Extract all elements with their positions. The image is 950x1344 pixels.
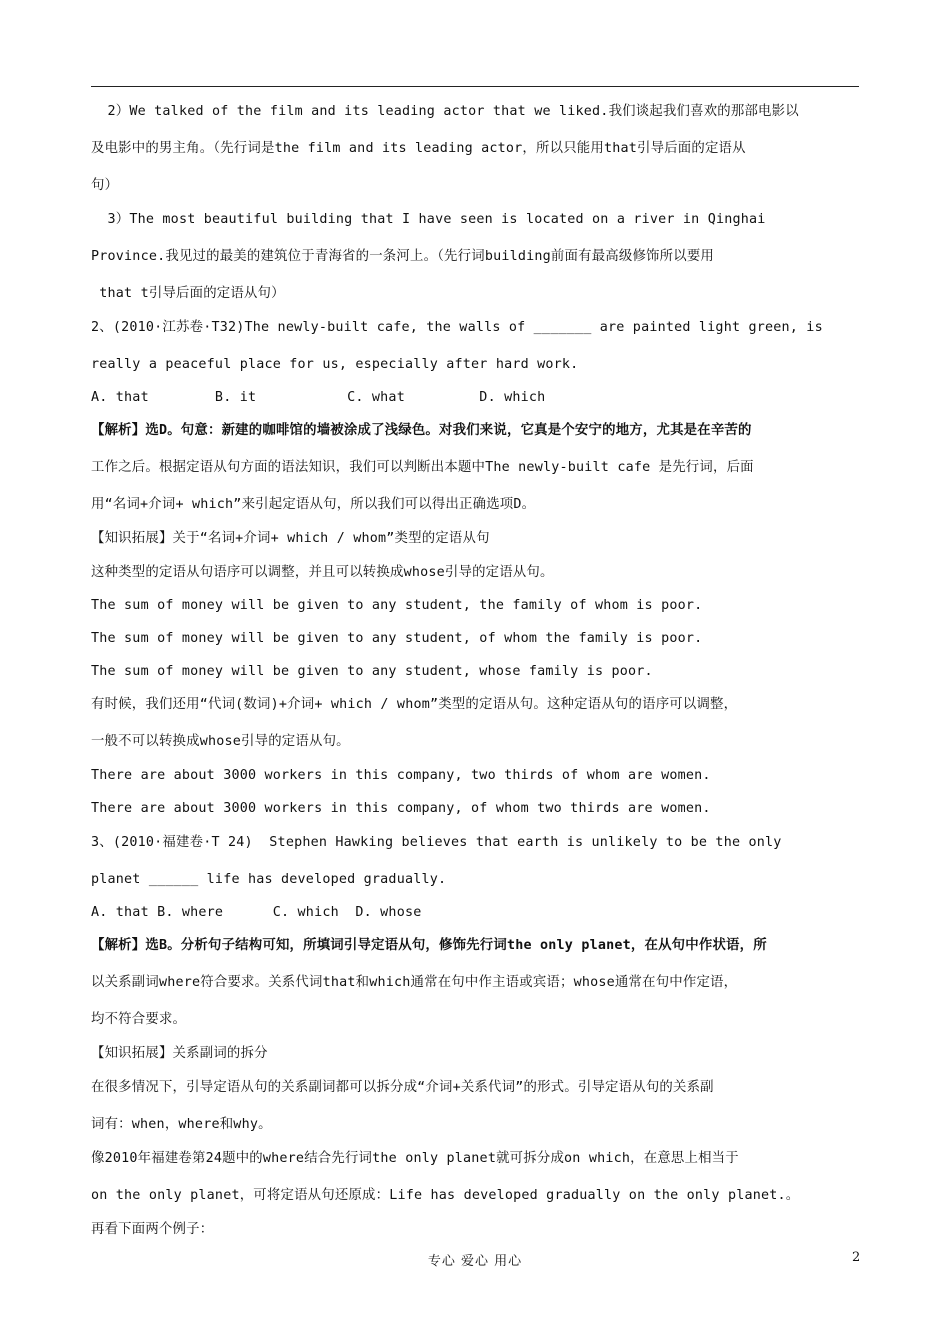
text-line: 及电影中的男主角。（先行词是the film and its leading actor，所以只能用that引导后面的定语从 (91, 141, 746, 156)
text-line: on the only planet，可将定语从句还原成：Life has developed gradually on the only planet.。 (91, 1188, 800, 1203)
text-line: 有时候，我们还用“代词(数词)+介词+ which / whom”类型的定语从句。这种定语从句的语序可以调整， (91, 697, 738, 712)
text-line: really a peaceful place for us, especially after hard work. (91, 357, 579, 372)
text-line: 3）The most beautiful building that I have seen is located on a river in Qinghai (91, 212, 766, 227)
text-line: 词有：when，where和why。 (91, 1117, 272, 1132)
text-line: 再看下面两个例子： (91, 1222, 214, 1237)
text-line: 在很多情况下，引导定语从句的关系副词都可以拆分成“介词+关系代词”的形式。引导定语从句的关系副 (91, 1080, 714, 1095)
text-line: Province.我见过的最美的建筑位于青海省的一条河上。（先行词building前面有最高级修饰所以要用 (91, 249, 715, 264)
text-line: 一般不可以转换成whose引导的定语从句。 (91, 734, 350, 749)
text-line: planet ______ life has developed gradually. (91, 872, 447, 887)
text-line: 【知识拓展】关系副词的拆分 (91, 1046, 268, 1061)
header-rule (91, 86, 859, 87)
text-line: 用“名词+介词+ which”来引起定语从句，所以我们可以得出正确选项D。 (91, 497, 536, 512)
text-line: 这种类型的定语从句语序可以调整，并且可以转换成whose引导的定语从句。 (91, 565, 554, 580)
text-line: 以关系副词where符合要求。关系代词that和which通常在句中作主语或宾语；whose通常在句中作定语， (91, 975, 738, 990)
text-line: There are about 3000 workers in this company, two thirds of whom are women. (91, 768, 711, 783)
text-line: 【知识拓展】关于“名词+介词+ which / whom”类型的定语从句 (91, 531, 490, 546)
text-line: 2）We talked of the film and its leading actor that we liked.我们谈起我们喜欢的那部电影以 (91, 104, 799, 119)
text-line: that t引导后面的定语从句） (91, 286, 285, 301)
text-line: The sum of money will be given to any student, the family of whom is poor. (91, 598, 703, 613)
text-line: There are about 3000 workers in this company, of whom two thirds are women. (91, 801, 711, 816)
page-footer: 专心 爱心 用心 (427, 1254, 523, 1269)
text-line: 【解析】选B。分析句子结构可知，所填词引导定语从句，修饰先行词the only planet，在从句中作状语，所 (91, 938, 767, 953)
text-line: 像2010年福建卷第24题中的where结合先行词the only planet就可拆分成on which，在意思上相当于 (91, 1151, 739, 1166)
text-line: 均不符合要求。 (91, 1012, 187, 1027)
text-line: 2、(2010·江苏卷·T32)The newly-built cafe, the walls of _______ are painted light green, is (91, 320, 823, 335)
text-line: 【解析】选D。句意：新建的咖啡馆的墙被涂成了浅绿色。对我们来说，它真是个安宁的地方，尤其是在辛苦的 (91, 423, 752, 438)
text-line: The sum of money will be given to any student, of whom the family is poor. (91, 631, 703, 646)
text-line: 工作之后。根据定语从句方面的语法知识，我们可以判断出本题中The newly-built cafe 是先行词，后面 (91, 460, 754, 475)
text-line: A. that B. it C. what D. which (91, 390, 546, 405)
page-number: 2 (852, 1250, 861, 1265)
text-line: 句） (91, 178, 119, 193)
text-line: A. that B. where C. which D. whose (91, 905, 422, 920)
text-line: 3、(2010·福建卷·T 24) Stephen Hawking believes that earth is unlikely to be the only (91, 835, 782, 850)
text-line: The sum of money will be given to any student, whose family is poor. (91, 664, 653, 679)
